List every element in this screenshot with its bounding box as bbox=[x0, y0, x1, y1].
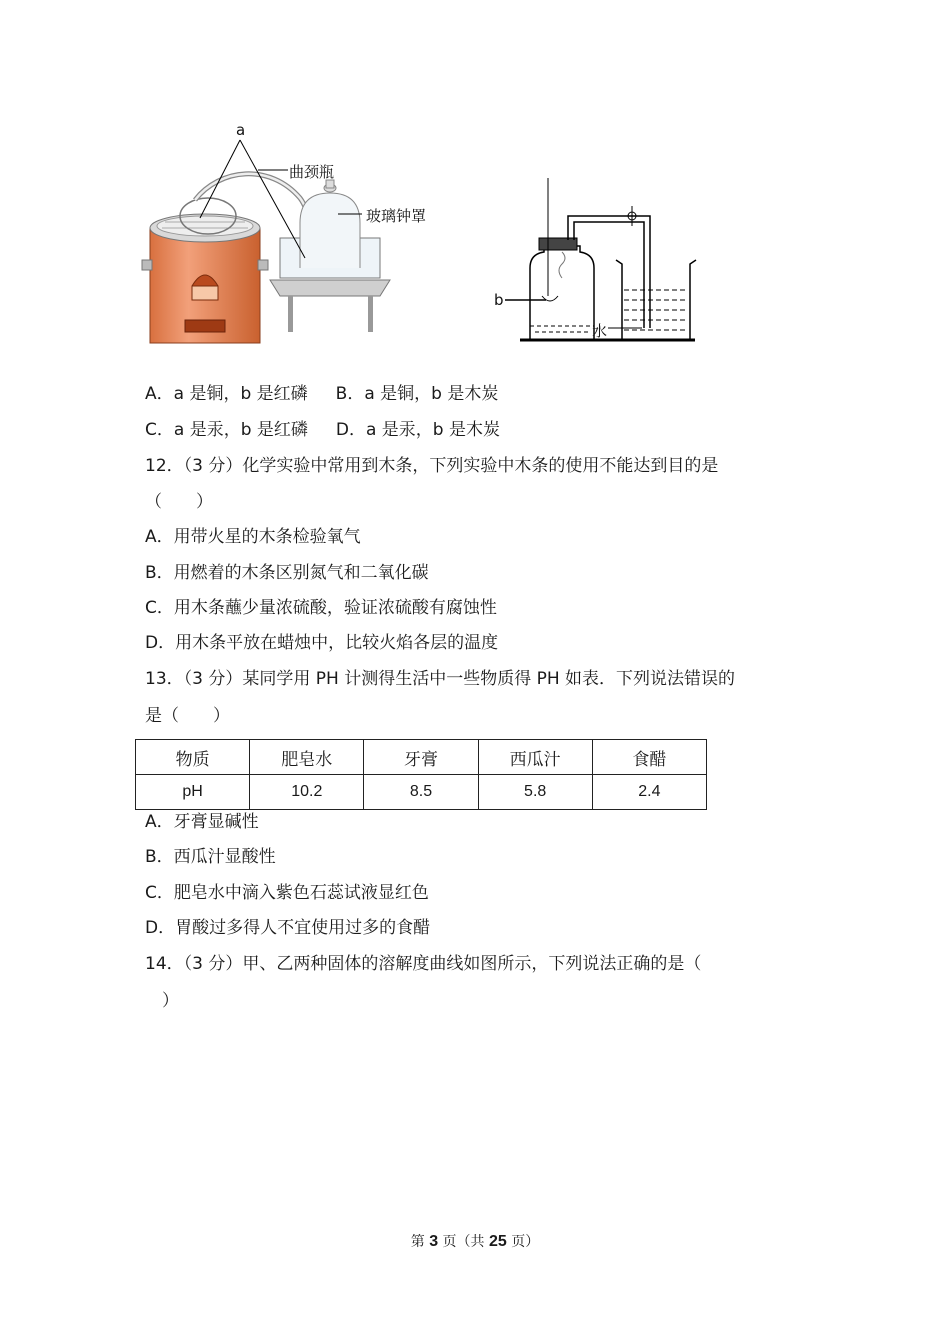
q11-options-row1 bbox=[145, 383, 498, 405]
ph-table-cell: 2.4 bbox=[592, 775, 706, 810]
ph-table-cell: 物质 bbox=[136, 740, 250, 775]
ph-table-cell: 5.8 bbox=[478, 775, 592, 810]
label-retort-flask: 曲颈瓶 bbox=[289, 163, 335, 181]
q11-options-row2 bbox=[145, 419, 500, 441]
page-number: 3 bbox=[429, 1233, 439, 1250]
q11-option-a: A．a 是铜，b 是红磷 bbox=[145, 384, 308, 404]
q13-option-a: A．牙膏显碱性 bbox=[145, 812, 259, 832]
ph-table-value-row bbox=[136, 775, 707, 810]
ph-table-cell: 8.5 bbox=[364, 775, 478, 810]
label-a: a bbox=[236, 121, 246, 139]
footer-mid: 页（共 bbox=[438, 1234, 489, 1250]
label-water: 水 bbox=[592, 322, 608, 340]
ph-table-cell: 食醋 bbox=[592, 740, 706, 775]
q11-option-b: B．a 是铜，b 是木炭 bbox=[335, 384, 499, 404]
label-bell-jar: 玻璃钟罩 bbox=[366, 207, 427, 225]
q11-option-d: D．a 是汞，b 是木炭 bbox=[335, 420, 500, 440]
q14-stem: 14．（3 分）甲、乙两种固体的溶解度曲线如图所示，下列说法正确的是（ bbox=[145, 954, 702, 974]
ph-table-cell: 肥皂水 bbox=[250, 740, 364, 775]
ph-table-cell: 10.2 bbox=[250, 775, 364, 810]
q13-option-b: B．西瓜汁显酸性 bbox=[145, 847, 276, 867]
q13-option-d: D．胃酸过多得人不宜使用过多的食醋 bbox=[145, 918, 431, 938]
lavoisier-apparatus-figure bbox=[140, 118, 470, 353]
q12-option-a: A．用带火星的木条检验氧气 bbox=[145, 527, 361, 547]
q12-paren: （ ） bbox=[145, 492, 213, 512]
footer-prefix: 第 bbox=[410, 1234, 430, 1250]
q11-option-c: C．a 是汞，b 是红磷 bbox=[145, 420, 308, 440]
ph-table-header-row bbox=[136, 740, 707, 775]
page-footer bbox=[0, 1231, 950, 1251]
q13-stem-cont: 是（ ） bbox=[145, 706, 230, 726]
page-total: 25 bbox=[489, 1233, 507, 1250]
ph-table bbox=[135, 739, 707, 810]
q13-stem: 13．（3 分）某同学用 PH 计测得生活中一些物质得 PH 如表．下列说法错误的 bbox=[145, 669, 736, 689]
q12-option-d: D．用木条平放在蜡烛中，比较火焰各层的温度 bbox=[145, 633, 499, 653]
label-b: b bbox=[494, 291, 504, 309]
q12-option-b: B．用燃着的木条区别氮气和二氧化碳 bbox=[145, 563, 429, 583]
ph-table-cell: 西瓜汁 bbox=[478, 740, 592, 775]
footer-suffix: 页） bbox=[506, 1234, 540, 1250]
q14-stem-cont: ） bbox=[162, 991, 179, 1011]
ph-table-cell: pH bbox=[136, 775, 250, 810]
q12-stem: 12．（3 分）化学实验中常用到木条，下列实验中木条的使用不能达到目的是 bbox=[145, 456, 719, 476]
q12-option-c: C．用木条蘸少量浓硫酸，验证浓硫酸有腐蚀性 bbox=[145, 598, 497, 618]
ph-table-cell: 牙膏 bbox=[364, 740, 478, 775]
q13-option-c: C．肥皂水中滴入紫色石蕊试液显红色 bbox=[145, 883, 429, 903]
